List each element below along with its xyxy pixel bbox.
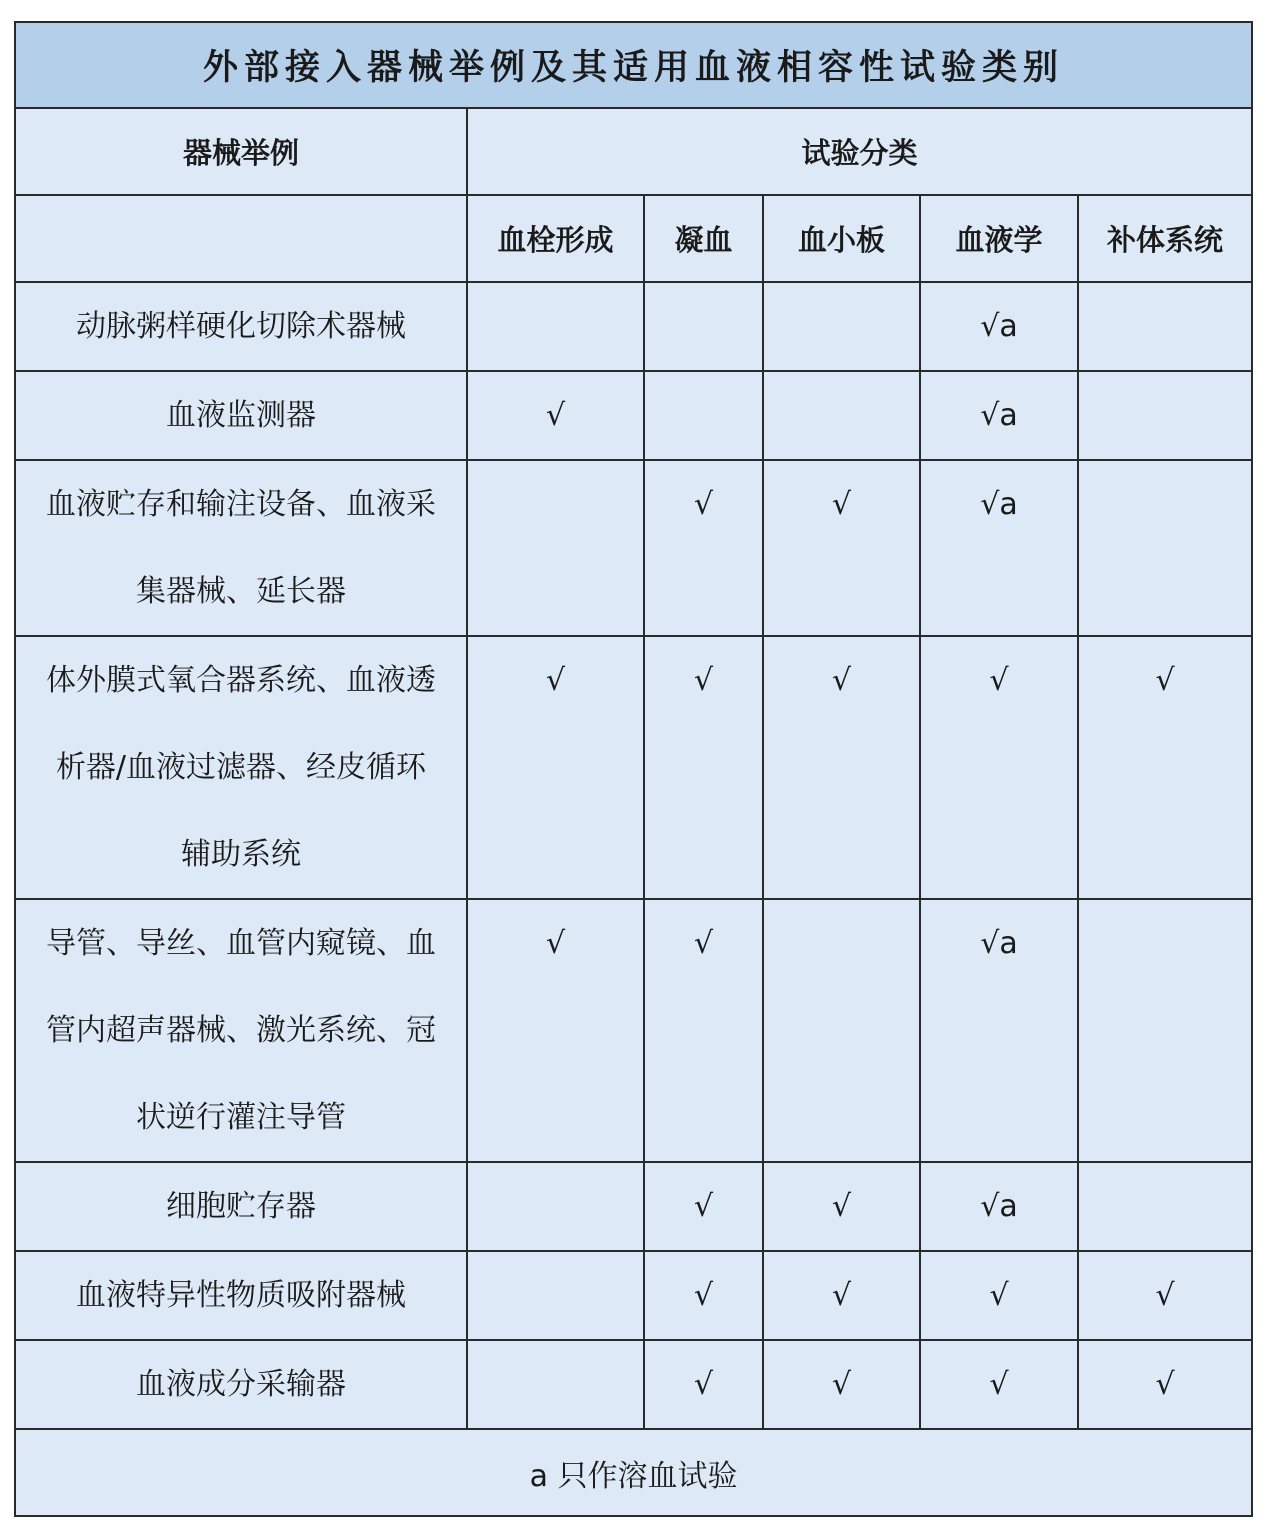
mark-cell — [1078, 1162, 1252, 1251]
mark-cell: √a — [920, 1162, 1078, 1251]
mark-cell: √ — [763, 1162, 920, 1251]
mark-cell: √ — [920, 1340, 1078, 1429]
mark-cell: √ — [644, 1251, 763, 1340]
test-category-header: 试验分类 — [467, 108, 1252, 195]
device-cell — [15, 1340, 467, 1429]
table-row — [15, 282, 1252, 371]
device-line: 动脉粥样硬化切除术器械 — [76, 309, 406, 344]
mark-cell: √ — [763, 460, 920, 636]
device-cell — [15, 460, 467, 636]
mark-cell — [467, 1162, 644, 1251]
table-row — [15, 636, 1252, 899]
device-line: 血液监测器 — [166, 398, 316, 433]
mark-cell: √ — [763, 1340, 920, 1429]
test-col-hematology: 血液学 — [920, 195, 1078, 282]
table-row — [15, 1340, 1252, 1429]
table-row — [15, 1162, 1252, 1251]
mark-cell — [1078, 460, 1252, 636]
mark-cell — [467, 1340, 644, 1429]
mark-cell: √ — [763, 1251, 920, 1340]
mark-cell — [644, 371, 763, 460]
mark-cell: √ — [920, 636, 1078, 899]
mark-cell: √ — [1078, 1251, 1252, 1340]
table-row — [15, 371, 1252, 460]
device-line: 状逆行灌注导管 — [136, 1100, 346, 1135]
device-line: 集器械、延长器 — [136, 574, 346, 609]
test-col-thrombosis: 血栓形成 — [467, 195, 644, 282]
device-line: 辅助系统 — [181, 837, 301, 872]
mark-cell — [763, 899, 920, 1162]
device-line: 血液特异性物质吸附器械 — [76, 1278, 406, 1313]
device-line: 体外膜式氧合器系统、血液透 — [46, 663, 436, 698]
mark-cell — [467, 460, 644, 636]
mark-cell: √ — [467, 371, 644, 460]
compatibility-table — [14, 21, 1253, 1517]
device-line: 血液贮存和输注设备、血液采 — [46, 487, 436, 522]
table-footnote: a 只作溶血试验 — [15, 1429, 1252, 1516]
mark-cell: √ — [763, 636, 920, 899]
device-line: 导管、导丝、血管内窥镜、血 — [46, 926, 436, 961]
mark-cell: √ — [467, 636, 644, 899]
device-cell — [15, 1162, 467, 1251]
mark-cell: √a — [920, 282, 1078, 371]
device-cell — [15, 282, 467, 371]
mark-cell: √a — [920, 371, 1078, 460]
mark-cell: √a — [920, 899, 1078, 1162]
mark-cell: √a — [920, 460, 1078, 636]
mark-cell: √ — [644, 636, 763, 899]
table-row — [15, 899, 1252, 1162]
mark-cell: √ — [920, 1251, 1078, 1340]
table-row — [15, 460, 1252, 636]
device-cell — [15, 636, 467, 899]
device-line: 管内超声器械、激光系统、冠 — [46, 1013, 436, 1048]
table-row — [15, 1251, 1252, 1340]
mark-cell — [763, 371, 920, 460]
mark-cell — [763, 282, 920, 371]
mark-cell — [467, 1251, 644, 1340]
mark-cell: √ — [644, 1340, 763, 1429]
device-line: 细胞贮存器 — [166, 1189, 316, 1224]
mark-cell — [1078, 282, 1252, 371]
mark-cell: √ — [644, 1162, 763, 1251]
device-cell — [15, 371, 467, 460]
mark-cell: √ — [1078, 636, 1252, 899]
mark-cell — [467, 282, 644, 371]
device-line: 血液成分采输器 — [136, 1367, 346, 1402]
device-line: 析器/血液过滤器、经皮循环 — [55, 750, 427, 785]
mark-cell: √ — [644, 899, 763, 1162]
mark-cell — [1078, 371, 1252, 460]
device-column-header: 器械举例 — [15, 108, 467, 195]
mark-cell: √ — [467, 899, 644, 1162]
test-col-coagulation: 凝血 — [644, 195, 763, 282]
mark-cell: √ — [1078, 1340, 1252, 1429]
mark-cell — [1078, 899, 1252, 1162]
mark-cell — [644, 282, 763, 371]
test-col-complement: 补体系统 — [1078, 195, 1252, 282]
mark-cell: √ — [644, 460, 763, 636]
device-cell — [15, 899, 467, 1162]
device-cell — [15, 1251, 467, 1340]
table-title: 外部接入器械举例及其适用血液相容性试验类别 — [15, 22, 1252, 108]
test-col-platelets: 血小板 — [763, 195, 920, 282]
empty-subheader-cell — [15, 195, 467, 282]
